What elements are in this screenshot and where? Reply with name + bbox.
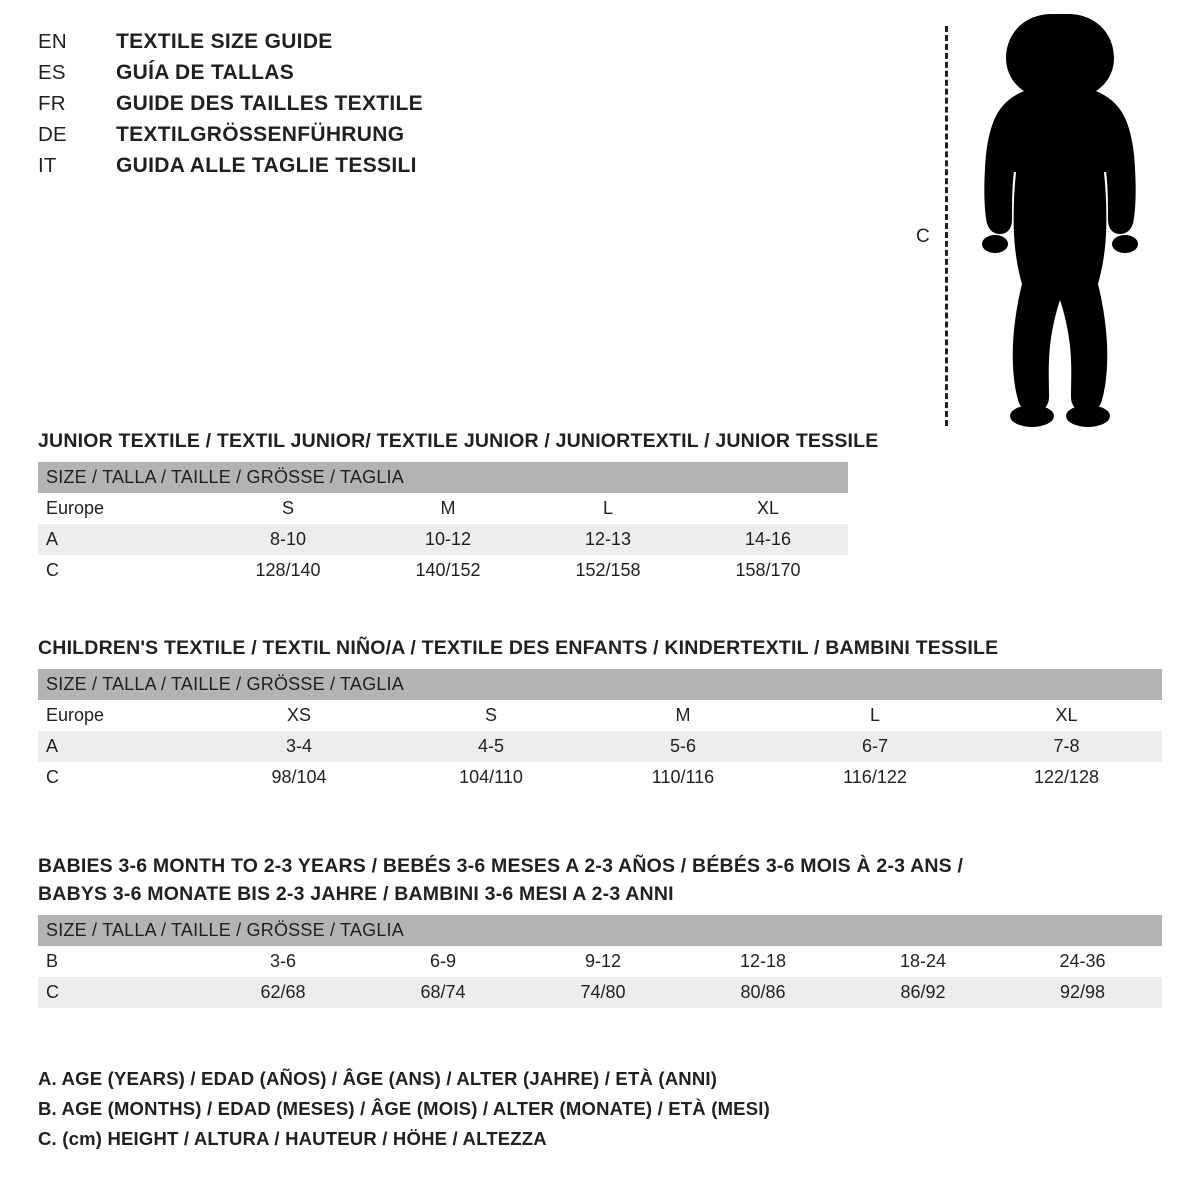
cell: 9-12 — [584, 951, 622, 971]
cell: S — [484, 705, 497, 725]
measure-label-c: C — [916, 226, 930, 247]
row-label: Europe — [46, 705, 105, 725]
cell: 14-16 — [744, 529, 792, 549]
cell: 18-24 — [899, 951, 947, 971]
table-row — [38, 946, 1162, 977]
cell: XL — [1055, 705, 1078, 725]
legend-line-c: C. (cm) HEIGHT / ALTURA / HAUTEUR / HÖHE / ALTEZZA — [38, 1128, 547, 1149]
cell: XL — [756, 498, 780, 518]
table-band-row — [38, 915, 1162, 946]
cell: XS — [286, 705, 311, 725]
cell: 4-5 — [477, 736, 504, 756]
cell: M — [675, 705, 691, 725]
height-measure-figure — [900, 8, 1160, 428]
table-row — [38, 555, 848, 586]
row-label: A — [46, 736, 59, 756]
cell: 7-8 — [1053, 736, 1080, 756]
cell: 152/158 — [575, 560, 641, 580]
table-band-row — [38, 462, 848, 493]
table-row — [38, 493, 848, 524]
cell: 80/86 — [740, 982, 786, 1002]
language-code: FR — [38, 92, 66, 115]
cell: 92/98 — [1060, 982, 1106, 1002]
language-title: GUÍA DE TALLAS — [116, 61, 295, 84]
cell: 140/152 — [415, 560, 481, 580]
cell: 12-18 — [739, 951, 787, 971]
row-label: B — [46, 951, 59, 971]
language-title: GUIDE DES TAILLES TEXTILE — [116, 92, 423, 115]
legend-line-b: B. AGE (MONTHS) / EDAD (MESES) / ÂGE (MOIS) / ALTER (MONATE) / ETÀ (MESI) — [38, 1098, 770, 1119]
section-childrens-textile — [38, 637, 1162, 793]
band-label: SIZE / TALLA / TAILLE / GRÖSSE / TAGLIA — [46, 920, 404, 940]
cell: 104/110 — [459, 767, 523, 787]
language-code: ES — [38, 61, 66, 84]
language-code: EN — [38, 30, 67, 53]
table-row — [38, 977, 1162, 1008]
language-row — [38, 61, 598, 92]
section-title: JUNIOR TEXTILE / TEXTIL JUNIOR/ TEXTILE JUNIOR / JUNIORTEXTIL / JUNIOR TESSILE — [38, 430, 879, 452]
cell: 3-4 — [285, 736, 312, 756]
cell: 24-36 — [1059, 951, 1106, 971]
cell: 8-10 — [269, 529, 307, 549]
language-row — [38, 92, 598, 123]
cell: 5-6 — [669, 736, 696, 756]
cell: 128/140 — [255, 560, 321, 580]
row-label: C — [46, 560, 59, 580]
section-junior-textile — [38, 430, 1162, 586]
cell: 110/116 — [651, 767, 715, 787]
language-code: IT — [38, 154, 57, 177]
table-row — [38, 524, 848, 555]
cell: 10-12 — [424, 529, 472, 549]
band-label: SIZE / TALLA / TAILLE / GRÖSSE / TAGLIA — [46, 467, 404, 487]
cell: 158/170 — [735, 560, 801, 580]
legend-line-a: A. AGE (YEARS) / EDAD (AÑOS) / ÂGE (ANS) / ALTER (JAHRE) / ETÀ (ANNI) — [38, 1068, 718, 1089]
cell: 6-7 — [861, 736, 888, 756]
cell: 62/68 — [260, 982, 306, 1002]
band-label: SIZE / TALLA / TAILLE / GRÖSSE / TAGLIA — [46, 674, 404, 694]
language-title-list — [38, 30, 598, 185]
row-label: Europe — [46, 498, 105, 518]
child-silhouette-icon — [940, 8, 1150, 428]
legend-block — [38, 1068, 1138, 1158]
cell: M — [440, 498, 456, 518]
section-title: BABIES 3-6 MONTH TO 2-3 YEARS / BEBÉS 3-6 MESES A 2-3 AÑOS / BÉBÉS 3-6 MOIS À 2-3 ANS / — [38, 855, 964, 877]
cell: L — [869, 705, 880, 725]
language-title: TEXTILGRÖSSENFÜHRUNG — [116, 123, 405, 146]
babies-size-table — [38, 915, 1162, 1008]
language-row — [38, 154, 598, 185]
cell: 12-13 — [584, 529, 632, 549]
cell: 98/104 — [271, 767, 327, 787]
cell: 74/80 — [580, 982, 626, 1002]
row-label: C — [46, 767, 59, 787]
language-row — [38, 123, 598, 154]
cell: L — [602, 498, 613, 518]
row-label: C — [46, 982, 59, 1002]
children-size-table — [38, 669, 1162, 793]
cell: 116/122 — [843, 767, 907, 787]
cell: 6-9 — [429, 951, 456, 971]
table-row — [38, 731, 1162, 762]
section-title: CHILDREN'S TEXTILE / TEXTIL NIÑO/A / TEXTILE DES ENFANTS / KINDERTEXTIL / BAMBINI TESSILE — [38, 637, 999, 659]
section-title-line2: BABYS 3-6 MONATE BIS 2-3 JAHRE / BAMBINI 3-6 MESI A 2-3 ANNI — [38, 883, 674, 905]
language-title: TEXTILE SIZE GUIDE — [116, 30, 333, 53]
cell: 122/128 — [1033, 767, 1100, 787]
junior-size-table — [38, 462, 848, 586]
language-code: DE — [38, 123, 67, 146]
cell: 86/92 — [900, 982, 946, 1002]
table-row — [38, 762, 1162, 793]
cell: 68/74 — [420, 982, 466, 1002]
cell: S — [281, 498, 294, 518]
language-row — [38, 30, 598, 61]
table-band-row — [38, 669, 1162, 700]
language-title: GUIDA ALLE TAGLIE TESSILI — [116, 154, 417, 177]
table-row — [38, 700, 1162, 731]
cell: 3-6 — [269, 951, 296, 971]
section-babies-textile — [38, 855, 1162, 1008]
row-label: A — [46, 529, 59, 549]
